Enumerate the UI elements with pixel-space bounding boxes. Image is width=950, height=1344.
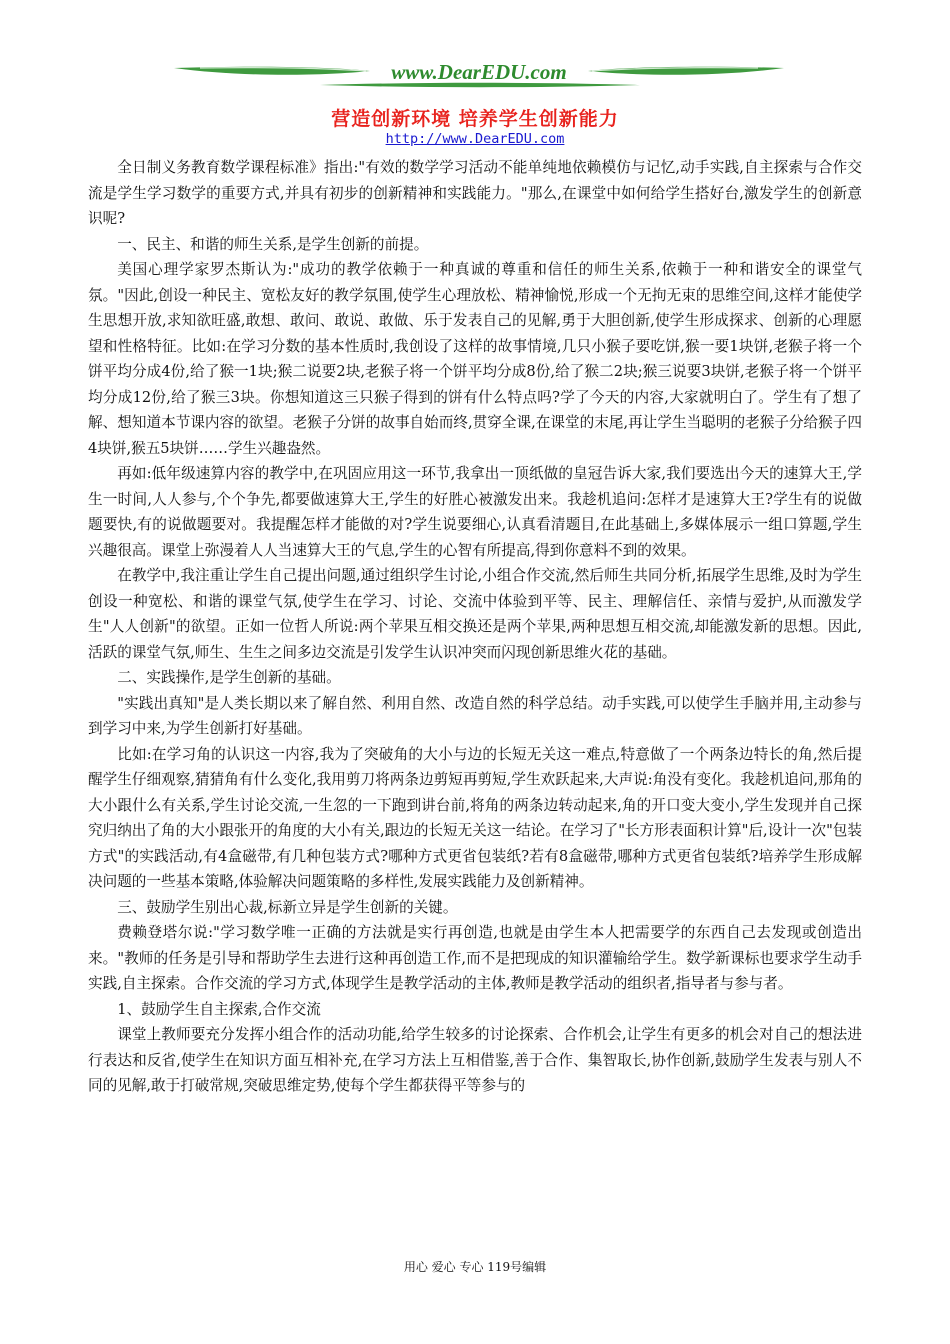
header-banner — [170, 58, 788, 98]
section-heading: 三、鼓励学生别出心裁,标新立异是学生创新的关键。 — [117, 898, 458, 916]
section-heading: 二、实践操作,是学生创新的基础。 — [117, 669, 341, 686]
page-footer: 用心 爱心 专心 119号编辑 — [403, 1260, 547, 1274]
document-body — [88, 155, 862, 1099]
banner-text: www.DearEDU.com — [391, 60, 567, 84]
subsection-heading: 1、鼓励学生自主探索,合作交流 — [117, 1000, 321, 1018]
paragraph: 比如:在学习角的认识这一内容,我为了突破角的大小与边的长短无关这一难点,特意做了一个两条边特长的角,然后提醒学生仔细观察,猜猜角有什么变化,我用剪刀将两条边剪短再剪短,学生欢跃起来,大声说:角没有变化。我趁机追问,那角的大小跟什么有关系,学生讨论交流,一生忽的一下跑到讲台前,将角的两条边转动起来,角的开口变大变小,学生发现并自己探究归纳出了角的大小跟张开的角度的大小有关,跟边的长短无关这一结论。在学习了"长方形表面积计算"后,设计一次"包装方式"的实践活动,有4盒磁带,有几种包装方式?哪种方式更省包装纸?若有8盒磁带,哪种方式更省包装纸?培养学生形成解决问题的一些基本策略,体验解决问题策略的多样性,发展实践能力及创新精神。 — [88, 745, 862, 890]
document-title: 营造创新环境 培养学生创新能力 — [331, 108, 619, 130]
section-heading: 一、民主、和谐的师生关系,是学生创新的前提。 — [117, 235, 429, 253]
paragraph: 全日制义务教育数学课程标准》指出:"有效的数学学习活动不能单纯地依赖模仿与记忆,动手实践,自主探索与合作交流是学生学习数学的重要方式,并具有初步的创新精神和实践能力。"那么,在课堂中如何给学生搭好台,激发学生的创新意识呢? — [88, 159, 862, 227]
banner-graphic — [170, 58, 788, 98]
paragraph: "实践出真知"是人类长期以来了解自然、利用自然、改造自然的科学总结。动手实践,可以使学生手脑并用,主动参与到学习中来,为学生创新打好基础。 — [88, 694, 862, 737]
paragraph: 在教学中,我注重让学生自己提出问题,通过组织学生讨论,小组合作交流,然后师生共同分析,拓展学生思维,及时为学生创设一种宽松、和谐的课堂气氛,使学生在学习、讨论、交流中体验到平等、民主、理解信任、亲情与爱护,从而激发学生"人人创新"的欲望。正如一位哲人所说:两个苹果互相交换还是两个苹果,两种思想互相交流,却能激发新的思想。因此,活跃的课堂气氛,师生、生生之间多边交流是引发学生认识冲突而闪现创新思维火花的基础。 — [88, 567, 862, 661]
paragraph: 费赖登塔尔说:"学习数学唯一正确的方法就是实行再创造,也就是由学生本人把需要学的东西自己去发现或创造出来。"教师的任务是引导和帮助学生去进行这种再创造工作,而不是把现成的知识灌输给学生。数学新课标也要求学生动手实践,自主探索。合作交流的学习方式,体现学生是教学活动的主体,教师是教学活动的组织者,指导者与参与者。 — [88, 924, 862, 992]
document-url-link[interactable]: http://www.DearEDU.com — [385, 131, 565, 147]
paragraph: 课堂上教师要充分发挥小组合作的活动功能,给学生较多的讨论探索、合作机会,让学生有更多的机会对自己的想法进行表达和反省,使学生在知识方面互相补充,在学习方法上互相借鉴,善于合作、集智取长,协作创新,鼓励学生发表与别人不同的见解,敢于打破常规,突破思维定势,使每个学生都获得平等参与的 — [88, 1026, 862, 1094]
paragraph: 再如:低年级速算内容的教学中,在巩固应用这一环节,我拿出一顶纸做的皇冠告诉大家,我们要选出今天的速算大王,学生一时间,人人参与,个个争先,都要做速算大王,学生的好胜心被激发出来。我趁机追问:怎样才是速算大王?学生有的说做题要快,有的说做题要对。我提醒怎样才能做的对?学生说要细心,认真看清题目,在此基础上,多媒体展示一组口算题,学生兴趣很高。课堂上弥漫着人人当速算大王的气息,学生的心智有所提高,得到你意料不到的效果。 — [88, 465, 862, 559]
paragraph: 美国心理学家罗杰斯认为:"成功的教学依赖于一种真诚的尊重和信任的师生关系,依赖于一种和谐安全的课堂气氛。"因此,创设一种民主、宽松友好的教学氛围,使学生心理放松、精神愉悦,形成一个无拘无束的思维空间,这样才能使学生思想开放,求知欲旺盛,敢想、敢问、敢说、敢做、乐于发表自己的见解,勇于大胆创新,使学生形成探求、创新的心理愿望和性格特征。比如:在学习分数的基本性质时,我创设了这样的故事情境,几只小猴子要吃饼,猴一要1块饼,老猴子将一个饼平均分成4份,给了猴一1块;猴二说要2块,老猴子将一个饼平均分成8份,给了猴二2块;猴三说要3块饼,老猴子将一个饼平均分成12份,给了猴三3块。你想知道这三只猴子得到的饼有什么特点吗?学了今天的内容,大家就明白了。学生有了想了解、想知道本节课内容的欲望。老猴子分饼的故事自始而终,贯穿全课,在课堂的末尾,再让学生当聪明的老猴子分给猴子四4块饼,猴五5块饼……学生兴趣盎然。 — [88, 261, 862, 457]
